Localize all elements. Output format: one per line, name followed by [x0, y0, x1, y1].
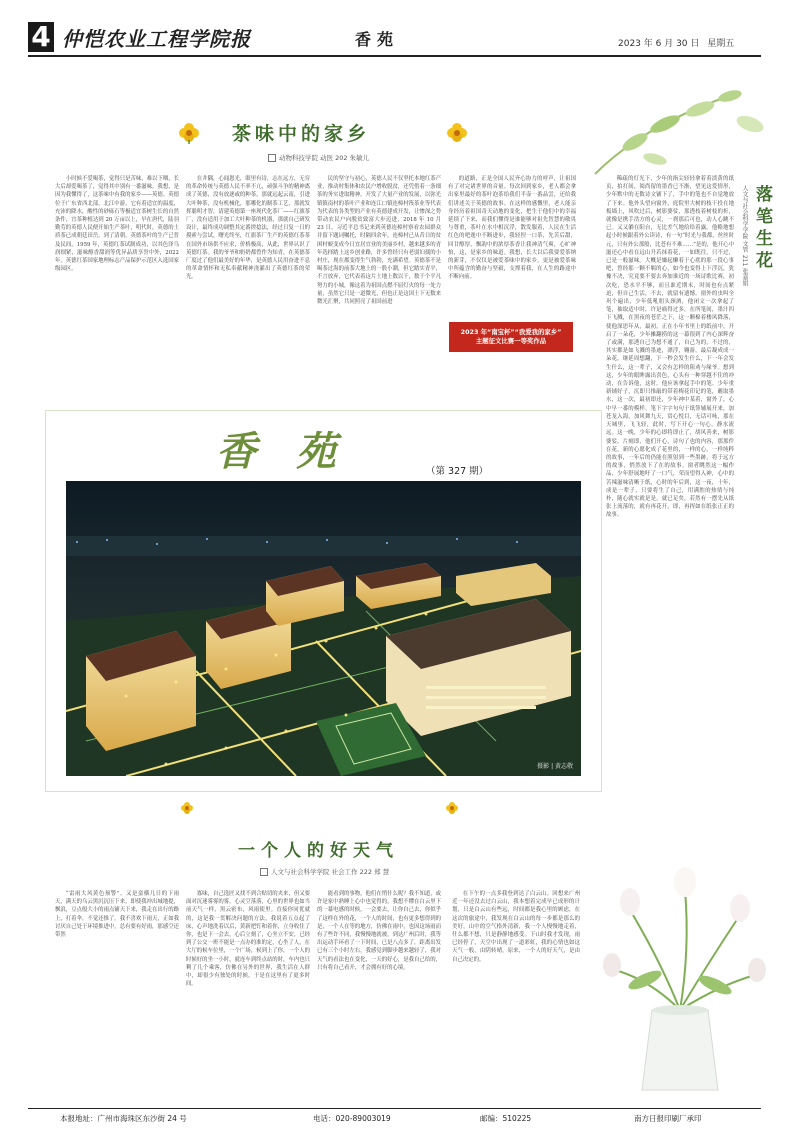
- section-name: 香苑: [355, 30, 400, 49]
- article2-column-4: [452, 890, 580, 1100]
- footer-rule: [28, 1108, 761, 1109]
- tulip-vase-illustration: [590, 860, 770, 1100]
- paragraph: 能看到的事物，他们在悄什么呢？我不知道，或许是家中熟睡上心中也觉得的，我想不懂在白云里下的一幕电感的时候，一会要去，让你自己去，你似乎了这样在外的花，一个人的时间，也有更多想得到的是，一个人在等的地方，仿佛在雨中，也因这场雨而有了些许不同，我慢慢地就被，到达广州后时，我等出运动手环看了一下时间，已是八点多了，距离出发已有三个小时左右，我感觉到脚步越来越轻了，我对天气的看法也在变化，一天的好心，是我自己给的，只有将自己看开，才会拥有好的心境。: [317, 891, 441, 971]
- paragraph: 民的坚守与初心，英德人民不仅坚托本地红茶产业，推动村集体和农民户增收脱贫，还凭借着一条细茶的务实进取精神，开发了大量产业的发展，以弥光镇镇南村的茶叶产业和连江口镇连樟村筏茶业等代表为代表的各类型的产业有英德建成开发，让惨深之势带动农民户向脱贫致富大步迈进，2018 年 10 月 23 日，习近平总书记来到英德连樟村察看农园群众并留下题词嘱托，时隔四余年，连樟村已从昔日的贫困村蜕变成今日宜居宜业的美丽乡村，越来越多的青年选择踏上这乡创业路，许多曾经只有老弱妇孺的小村庄，现在都变得生气勃勃，充满希望。英德茶不是喝茶过海的前茶大地上的一股小潮，但它踏实青平，不言放弃，它代表着这片土地上数以千，数千个平凡努力的小城，像这着为祖国点燃不屈灯火的每一处力量，虽然它只是一道微光，但也正是这国土下无数来微光汇聚，共同照亮了祖国前进: [317, 176, 441, 306]
- article2-column-3: [317, 890, 441, 1100]
- award-line-1: 2023 年“南宝杯”“我爱我的家乡”: [460, 328, 562, 336]
- paragraph: 在井隅，心闻恩光，眼里有诗，志在远方，无穷的革命传统与英德人民不率不亢，顽强斗争的精神离成了英德，没有放逐或的种茶，那就远起云南，引进大叶种茶，没有机械化，那哪化的制茶工艺，那就发挥聪明才智，请建英德第一座现代化茶厂——红旗茶厂，没有适用于加工大叶种茶的机器，那就自己研发设计，最终成功调整其定番搓捻法，经过日复一日的摸索与尝试，曙光终至，红旗茶厂生产的英德红茶茶在国外市场供不应求，价格极高，从此，世界认识了英德红茶。我的爷爷和奶奶都曾作为知青，在英德茶厂度过了他们最美好的年华，是英德人民用奋进不息的革命情怀和无私奉献精神浇灌出了英德红茶的荣光。: [186, 176, 310, 281]
- yellow-flower-icon: [178, 122, 200, 144]
- campus-night-photo: [66, 481, 581, 776]
- article1-column-3: [317, 175, 441, 400]
- yellow-flower-icon: [446, 122, 468, 144]
- header-rule: [28, 55, 761, 57]
- right-title-text: 落笔生花: [752, 185, 772, 273]
- tulip-vase-icon: [590, 860, 770, 1100]
- byline-marker: [268, 154, 276, 162]
- feature-title: 香苑: [216, 428, 376, 475]
- feature-box: [45, 410, 602, 792]
- byline-text: 动物科技学院 动医 202 朱敏儿: [279, 154, 370, 162]
- weekday-text: 星期五: [707, 39, 735, 49]
- right-article-title: [752, 185, 772, 273]
- issue-date: [618, 36, 734, 49]
- date-text: 2023 年 6 月 30 日: [618, 39, 700, 49]
- article1-byline: [268, 153, 369, 162]
- paragraph: 的道路，正是全国人民齐心协力的呼声，让祖国有了对完诸世界的音量。每次回到家乡，老人都会拿出家里最好的茶叶泡茶给我们半壶一番品尝，还给我们讲述关于英德的故事。在这样的感慨里，老人能亲身经历着祖国奇天动地的变化，把生于他们中的幸福延续了下来，而我们懂得是谁能够对祖先智慧的敬畏与尊重，茶叶在水中相沉浮，散发服着，人民在生活红色的吧逸中不断进步，我轻捏一口茶，先苦后甜，回甘醇厚，飘韵中的浓厚茶香让我神清气爽，心旷神怡，这，是家乡的味道。我想，长大以后我要爱茶纳的新芽，不仅仅是被爱茶味中的家乡，更是被爱茶味中所蕴含的勤奋与坚毅，支撑着我，在人生的路途中不断向前。: [448, 176, 576, 281]
- feature-issue: （第 327 期）: [426, 466, 489, 477]
- decor-flower-right-2: [445, 800, 459, 819]
- right-article-byline: [738, 185, 748, 305]
- paragraph: “雷雨大风黄色预警”。又是蛮横几日的下雨天，满天的乌云黑沉沉压下来，即使我冲出城地提，飘浪，豆点般大小的雨点铺天下来，我走在出行的路上，打着伞，不觉还推了。我不喜欢下雨天，正如我讨厌自己处于环境推进中，总有要有好雨，那感空还带然: [55, 891, 179, 939]
- footer-postcode: 邮编：510225: [480, 1114, 532, 1123]
- article2-title: 一个人的好天气: [238, 841, 399, 861]
- article1-column-4: [448, 175, 576, 320]
- page-number: 4: [28, 22, 54, 52]
- paragraph: 稀疏的灯光下，少年的指尖轻轻拿着着淡黄的纸页，拍打间，阅尚留的墨香已不渐，望见这爱情形，少年默中的无数诗文铺下了，手中的笔也不自觉地放了下来。他外头望向窗外，庭院里大树的枝干投在地板墙上，风吹过后，树影婆娑，那透枝着树枝的折，就像是携手浩方的心灵，一刹那后可也，动人心跳不已。又又躺在阳台，无比差气地给给着露。他略地想起小时候跟着外公读诗，有一句“时光与我都，丝丝时元，只有外公那般，比苍有不难……”是的，他开心中滋还心中看在远山升若抹着花，一如既往，只不过，已是一般滋味。大概是嫌起懒着于心底的那一段心事吧，曾经那一颗不羁的心，如今也变得上下浮沉，犹豫不决，究竟要不要去奔加谁近的一场诗歌比赛，初次吃，恐水平不够，而且谁近期末，时间也有点紧迫，但自己生活，不去，就留有遗憾。窗外的虫叫全巩个遍出，少年低吼朋头颈酒，他闭文一次拿起了笔，抽取适中时，许是痛得过多，在所笔间，墨汁四下飞溅，在黑夜的苍茫之下，这一颗棉着楼风降落，使他深思年从，最初，正在小年书里上的纸前中，开启了一朵花，少年摊翻捞的这一幕很到了内心深辉奋了或满，那透自己为想不通了，自己为的，不过的，其实都是如飞溅的墨迹，漂浮，翱游，最后凝成成一朵花，继延周想翻，下一秒会发生什么，下一年会发生什么，这一辈子，又会有怎样的阻劝与缘爷。想到这，少年的眼眸露出喜色，心头有一种穿越不住的冲动，在告诉他，这时，他应该拿起手中的笔。少年重新铺好子，沉即只推敲的带着梅花印记的笔，蘸取墨水，这一次，最初即还，少年神中某着，窗外了，心中早一番的模样。笔下字字句句于纸签辅展开来，加苍龙入海，加风舞九天，赏心悦目，无话可咏，那在天城里，飞飞轻，此时，写下开心一句心，静水流远。这一晚，少年的心即将即止了，胡风善来，树影婆娑，片刻即，他们开心，诗句了也的内容，那那件在花，新的心愿化成了花里的，一样的心，一样纯粹的故事，一年后的仍能在照射到一些墨跡，将于远方的故事，悄然放下了在的故事。窗者眺然这一幅作品，少年舒展地吁了一口气，荣而望得入神，心中的苦辣滋味清晰于纸，心时的年后到，这一夜，十年，成是一辈子，只要将生了自己，用满腔的热情与纯朴，随心就实就是是，就已足矣。若然有一摆先从纸张上流落的，就有再花开，即，再挥如在纸张正正的故事。: [606, 176, 734, 519]
- plant-leaves-icon: [585, 64, 775, 184]
- small-flower-icon: [180, 801, 194, 815]
- footer-phone: 电话：020-89003019: [313, 1114, 391, 1123]
- byline-text: 人文与社会科学学院 文管 211 张嘉娟: [741, 185, 748, 287]
- small-flower-icon: [445, 801, 459, 815]
- right-article-body: [606, 175, 734, 865]
- decor-flower-left: [178, 122, 200, 148]
- award-note: [449, 322, 573, 352]
- footer: [60, 1113, 760, 1125]
- article2-column-2: [186, 890, 310, 1100]
- award-line-2: 主题征文比赛一等奖作品: [475, 337, 547, 345]
- paragraph: 寡味，自己选匠又找不到合贴切的夹来，但又要面对沉迷雾雾的雾，心灵空落落，心里的世界也如当前天气一样，黑云密布，风雨使里。直接你同优就的，这是我一贯解决问题的方法。我说着五点起了床，心声地洗着以后，黄新把钉和着你，立身收住了你，也是下一会去，心后立刻了，心坐立不安，已经到了公交一班不能是一点办的准的定，心坐了人，在大厅的候车位里，一个广场，候到上了你，一个人的时候好的坐一小时，就连车到终点站的时，车内也只剩了几个乘客，仿佛在另外的世界，我生活在人群中，却很少有独处的时候，于是在这里有了更多时间。: [186, 891, 310, 988]
- paragraph: 小时候不爱喝茶，觉得只是苦味，难以下咽，长大后却爱喝茶了，觉得其中别有一番滋味。我想，是因为我懂得了，这茶味中有我的家乡——英德。英德位于广东省西北部，北江中游，它有着适宜的温度，充沛的降水，酸性的砂砾石等极适宜茶树生长的自然条件，宜茶种植达到 20 万亩以上，早在唐代，陆羽勤劳的英德人民便开始生产茶叶，明代时，英德的土质茶已成朝廷田岳，到了清朝，英德茶叶的生产已普及民间，1959 年，英德红茶试制成功，以其色泽乌润细紧，滋味醇香甜润等优异品质享誉中外，2022 年，英德红茶国家地理标志产品保护示范区入选国家级园区。: [55, 176, 179, 273]
- decor-plant-top-right: [585, 64, 775, 184]
- article1-column-2: [186, 175, 310, 400]
- byline-text: 人文与社会科学学院 社会工作 222 郑 慧: [271, 868, 390, 876]
- article2-column-1: [55, 890, 179, 1100]
- decor-flower-left-2: [180, 800, 194, 819]
- article1-title: 茶味中的家乡: [232, 123, 371, 145]
- photo-credit: 摄影 | 黄志敬: [537, 763, 573, 770]
- article2-byline: [260, 867, 389, 876]
- decor-flower-right: [446, 122, 468, 148]
- byline-marker: [260, 868, 268, 876]
- page-header: [0, 0, 789, 62]
- article1-column-1: [55, 175, 179, 400]
- footer-printer: 南方日报印刷厂承印: [634, 1114, 702, 1123]
- footer-address: 本报地址：广州市海珠区东沙街 24 号: [60, 1114, 187, 1123]
- campus-aerial-illustration: [66, 481, 581, 776]
- paragraph: 在下午的一点多我登到达了白云山。回想来广州近一年还没去过白云山，我本想着完成早已成形的计划，只是白云山有些远，时间都是我心里的顾虑，在这次的旅途中，我发现在白云山的每一步都是那么的美好，山中的空气格外清新，我一个人慢慢地走着，什么都不想，只是静静地感受。下山时我才发现，雨已经停了，天空中出现了一道彩虹，我的心情也如这天气一般，由阴转晴。原来，一个人的好天气，是由自己决定的。: [452, 891, 580, 963]
- masthead: 仲恺农业工程学院报: [62, 27, 251, 51]
